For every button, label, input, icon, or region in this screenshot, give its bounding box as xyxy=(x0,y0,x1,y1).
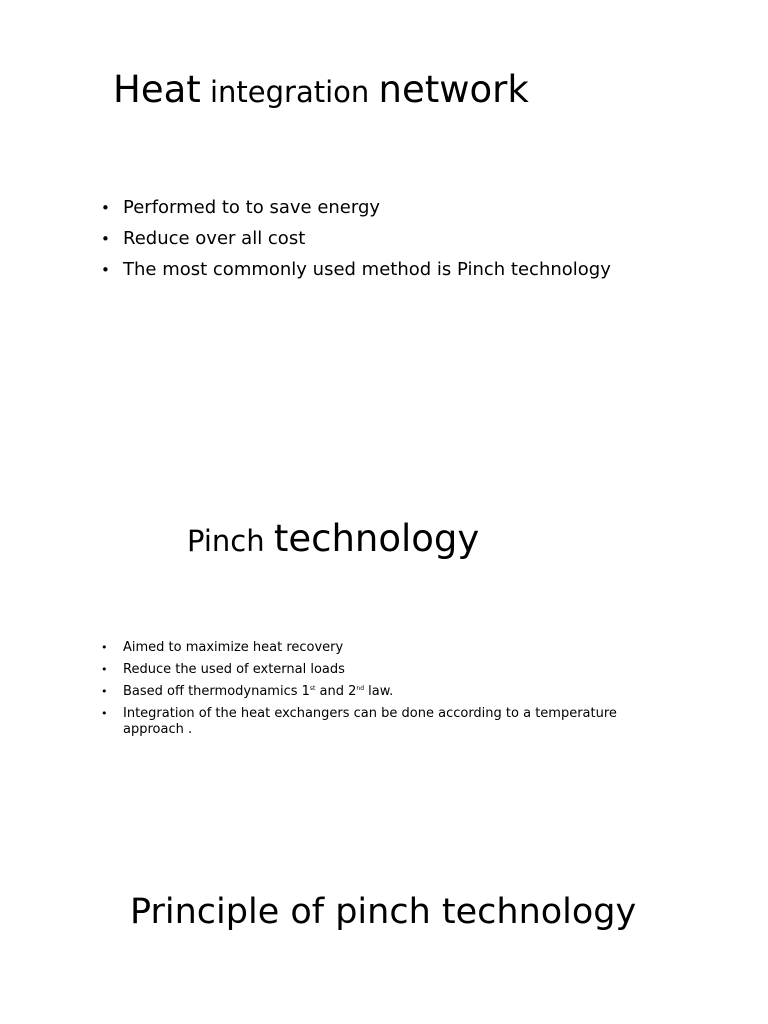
title-part-network: network xyxy=(378,68,529,111)
bullet-item: • Reduce the used of external loads xyxy=(101,662,661,678)
bullet-item: • Reduce over all cost xyxy=(101,228,611,259)
cut-off-text-line xyxy=(72,1012,80,1024)
law-text-middle: and 2 xyxy=(315,684,357,699)
bullet-item: • Performed to to save energy xyxy=(101,197,611,228)
slide-title: Principle of pinch technology xyxy=(130,892,637,932)
bullet-item: • Integration of the heat exchangers can be done according to a temperature approach . xyxy=(101,706,661,738)
bullet-item: • The most commonly used method is Pinch technology xyxy=(101,259,611,290)
bullet-item: • Aimed to maximize heat recovery xyxy=(101,640,661,656)
law-text-prefix: Based off thermodynamics 1 xyxy=(123,684,310,699)
bullet-list xyxy=(101,197,611,290)
bullet-list xyxy=(101,640,661,744)
slide-title xyxy=(187,517,479,560)
title-part-technology: technology xyxy=(273,517,480,560)
superscript-st: st xyxy=(309,685,316,692)
superscript-nd: nd xyxy=(356,685,365,692)
law-text-suffix: law. xyxy=(364,684,394,699)
title-part-pinch: Pinch xyxy=(187,524,274,558)
title-part-heat: Heat xyxy=(113,68,201,111)
slide-title xyxy=(113,68,529,111)
title-part-integration: integration xyxy=(200,75,379,109)
bullet-item-thermodynamics xyxy=(101,684,661,700)
